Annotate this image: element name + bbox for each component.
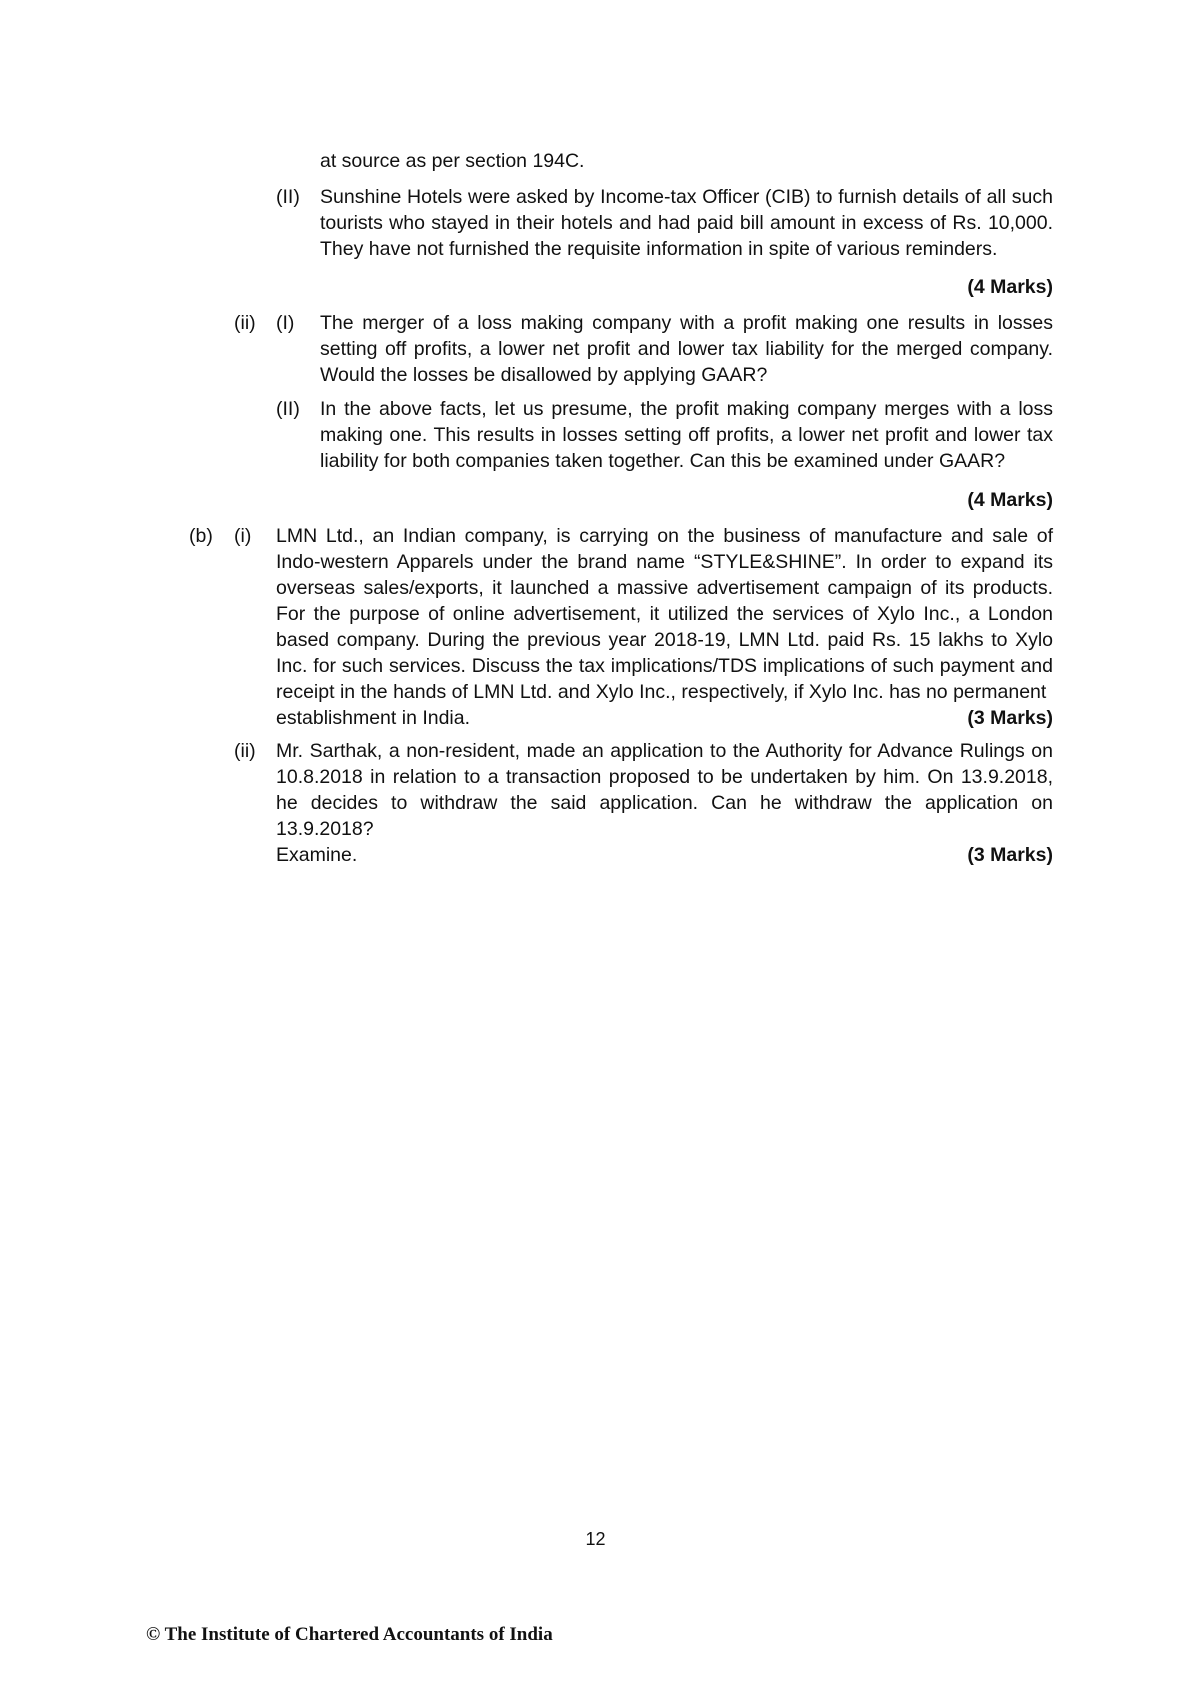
sub-label-II: (II) <box>276 398 300 420</box>
item-b-ii-lastline <box>276 842 1053 868</box>
marks-label: (3 Marks) <box>967 844 1053 866</box>
item-b-ii-text: Mr. Sarthak, a non-resident, made an application to the Authority for Advance Rulings on 10.8.2018 in relation to a transaction proposed to be undertaken by him. On 13.9.2018, he decides to withdraw the said application. Can he withdraw the application on 13.9.2018? <box>276 740 1053 840</box>
item-b-i-lastline <box>276 705 1053 731</box>
sub-label-I: (I) <box>276 312 295 334</box>
item-label-i: (i) <box>234 525 252 547</box>
item-label-ii: (ii) <box>234 740 256 762</box>
part-label-ii: (ii) <box>234 312 256 334</box>
footer-copyright: © The Institute of Chartered Accountants of India <box>146 1624 553 1645</box>
item-label-II: (II) <box>276 186 300 208</box>
item-b-ii-last-text: Examine. <box>276 844 358 866</box>
sub-II-text: In the above facts, let us presume, the profit making company merges with a loss making one. This results in losses setting off profits, a lower net profit and lower tax liability for both companies taken together. Can this be examined under GAAR? <box>320 398 1053 472</box>
item-b-i-last-text: establishment in India. <box>276 707 471 729</box>
item-b-i-text: LMN Ltd., an Indian company, is carrying on the business of manufacture and sale of Indo-western Apparels under the brand name “STYLE&SHINE”. In order to expand its overseas sales/exports, it launched a massive advertisement campaign of its products. For the purpose of online advertisement, it utilized the services of Xylo Inc., a London based company. During the previous year 2018-19, LMN Ltd. paid Rs. 15 lakhs to Xylo Inc. for such services. Discuss the tax implications/TDS implications of such payment and receipt in the hands of LMN Ltd. and Xylo Inc., respectively, if Xylo Inc. has no permanent <box>276 525 1053 703</box>
sub-I-text: The merger of a loss making company with a profit making one results in losses setting off profits, a lower net profit and lower tax liability for the merged company. Would the losses be disallowed by applying GAAR? <box>320 312 1053 386</box>
item-II-text: Sunshine Hotels were asked by Income-tax Officer (CIB) to furnish details of all such tourists who stayed in their hotels and had paid bill amount in excess of Rs. 10,000. They have not furnished the requisite information in spite of various reminders. <box>320 186 1053 260</box>
marks-label: (4 Marks) <box>967 489 1053 511</box>
continuation-line: at source as per section 194C. <box>320 150 585 172</box>
item-b-i <box>276 523 1053 731</box>
marks-label: (4 Marks) <box>967 276 1053 298</box>
marks-label: (3 Marks) <box>967 707 1053 729</box>
part-label-b: (b) <box>189 525 213 547</box>
item-b-ii <box>276 738 1053 868</box>
page-number: 12 <box>585 1529 606 1549</box>
